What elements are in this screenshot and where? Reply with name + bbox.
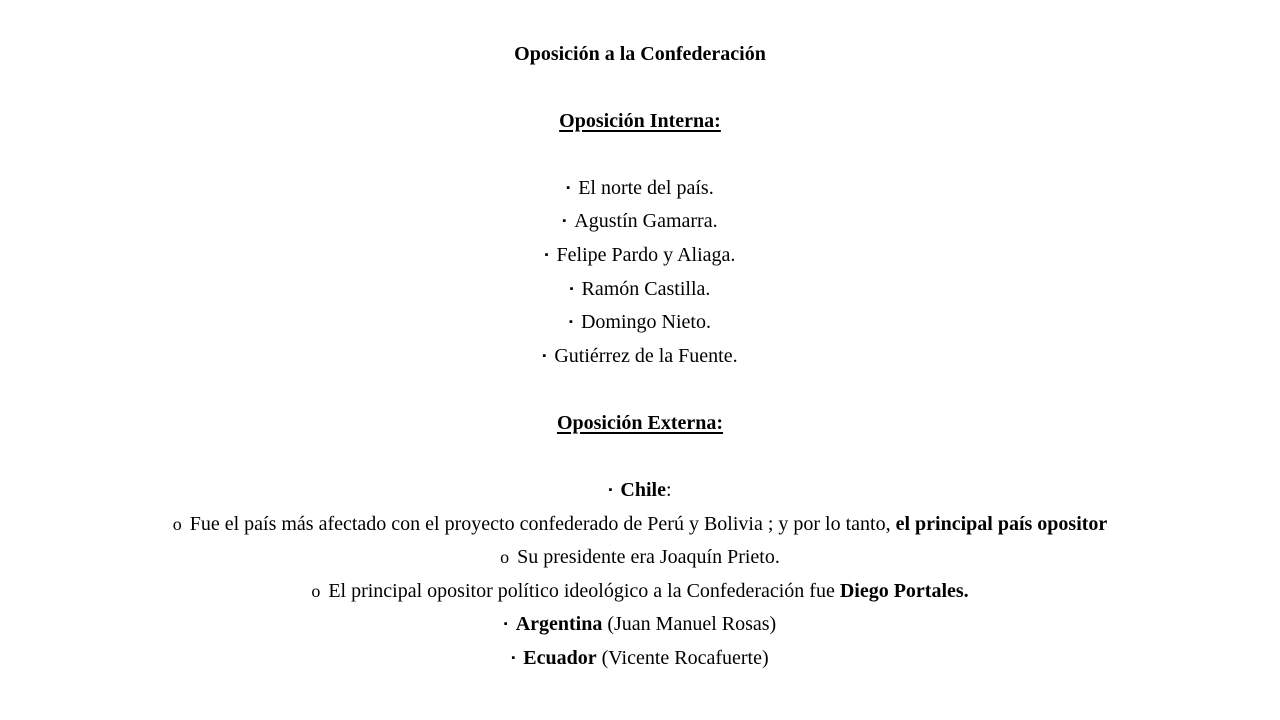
internal-item <box>0 209 1280 233</box>
circle-bullet-icon: o <box>500 547 510 567</box>
circle-bullet-icon: o <box>311 581 321 601</box>
internal-item-text: Felipe Pardo y Aliaga. <box>556 244 736 266</box>
internal-item <box>0 277 1280 301</box>
chile-subitem <box>0 512 1280 536</box>
internal-item-text: Gutiérrez de la Fuente. <box>554 345 738 367</box>
internal-item <box>0 344 1280 368</box>
external-item-detail: (Juan Manuel Rosas) <box>602 613 777 635</box>
square-bullet-icon: ▪ <box>511 652 516 664</box>
internal-opposition-heading: Oposición Interna: <box>559 110 721 132</box>
page-title: Oposición a la Confederación <box>514 43 766 65</box>
external-item-name: Ecuador <box>523 647 597 669</box>
chile-subitem-emphasis: el principal país opositor <box>895 513 1108 535</box>
internal-item-text: Ramón Castilla. <box>581 278 711 300</box>
square-bullet-icon: ▪ <box>562 215 567 227</box>
external-item-detail: : <box>665 479 672 501</box>
square-bullet-icon: ▪ <box>544 249 549 261</box>
external-item-argentina <box>0 612 1280 636</box>
external-item-name: Chile <box>620 479 666 501</box>
external-item-detail: (Vicente Rocafuerte) <box>596 647 769 669</box>
square-bullet-icon: ▪ <box>566 182 571 194</box>
external-item-ecuador <box>0 646 1280 670</box>
square-bullet-icon: ▪ <box>608 484 613 496</box>
external-item-chile <box>0 478 1280 502</box>
external-item-name: Argentina <box>515 613 603 635</box>
internal-item-text: Agustín Gamarra. <box>574 210 718 232</box>
chile-subitem-text: Fue el país más afectado con el proyecto confederado de Perú y Bolivia ; y por lo tanto, <box>189 513 896 535</box>
external-opposition-heading: Oposición Externa: <box>556 412 724 434</box>
circle-bullet-icon: o <box>172 514 182 534</box>
square-bullet-icon: ▪ <box>569 283 574 295</box>
internal-item-text: El norte del país. <box>578 177 714 199</box>
square-bullet-icon: ▪ <box>542 350 547 362</box>
chile-subitem-emphasis: Diego Portales. <box>839 580 969 602</box>
internal-item <box>0 243 1280 267</box>
internal-item <box>0 176 1280 200</box>
chile-subitem <box>0 545 1280 569</box>
chile-subitem-text: Su presidente era Joaquín Prieto. <box>517 546 780 568</box>
square-bullet-icon: ▪ <box>503 618 508 630</box>
internal-item-text: Domingo Nieto. <box>580 311 711 333</box>
chile-subitem-text: El principal opositor político ideológico a la Confederación fue <box>328 580 840 602</box>
internal-item <box>0 310 1280 334</box>
chile-subitem <box>0 579 1280 603</box>
square-bullet-icon: ▪ <box>569 316 573 328</box>
